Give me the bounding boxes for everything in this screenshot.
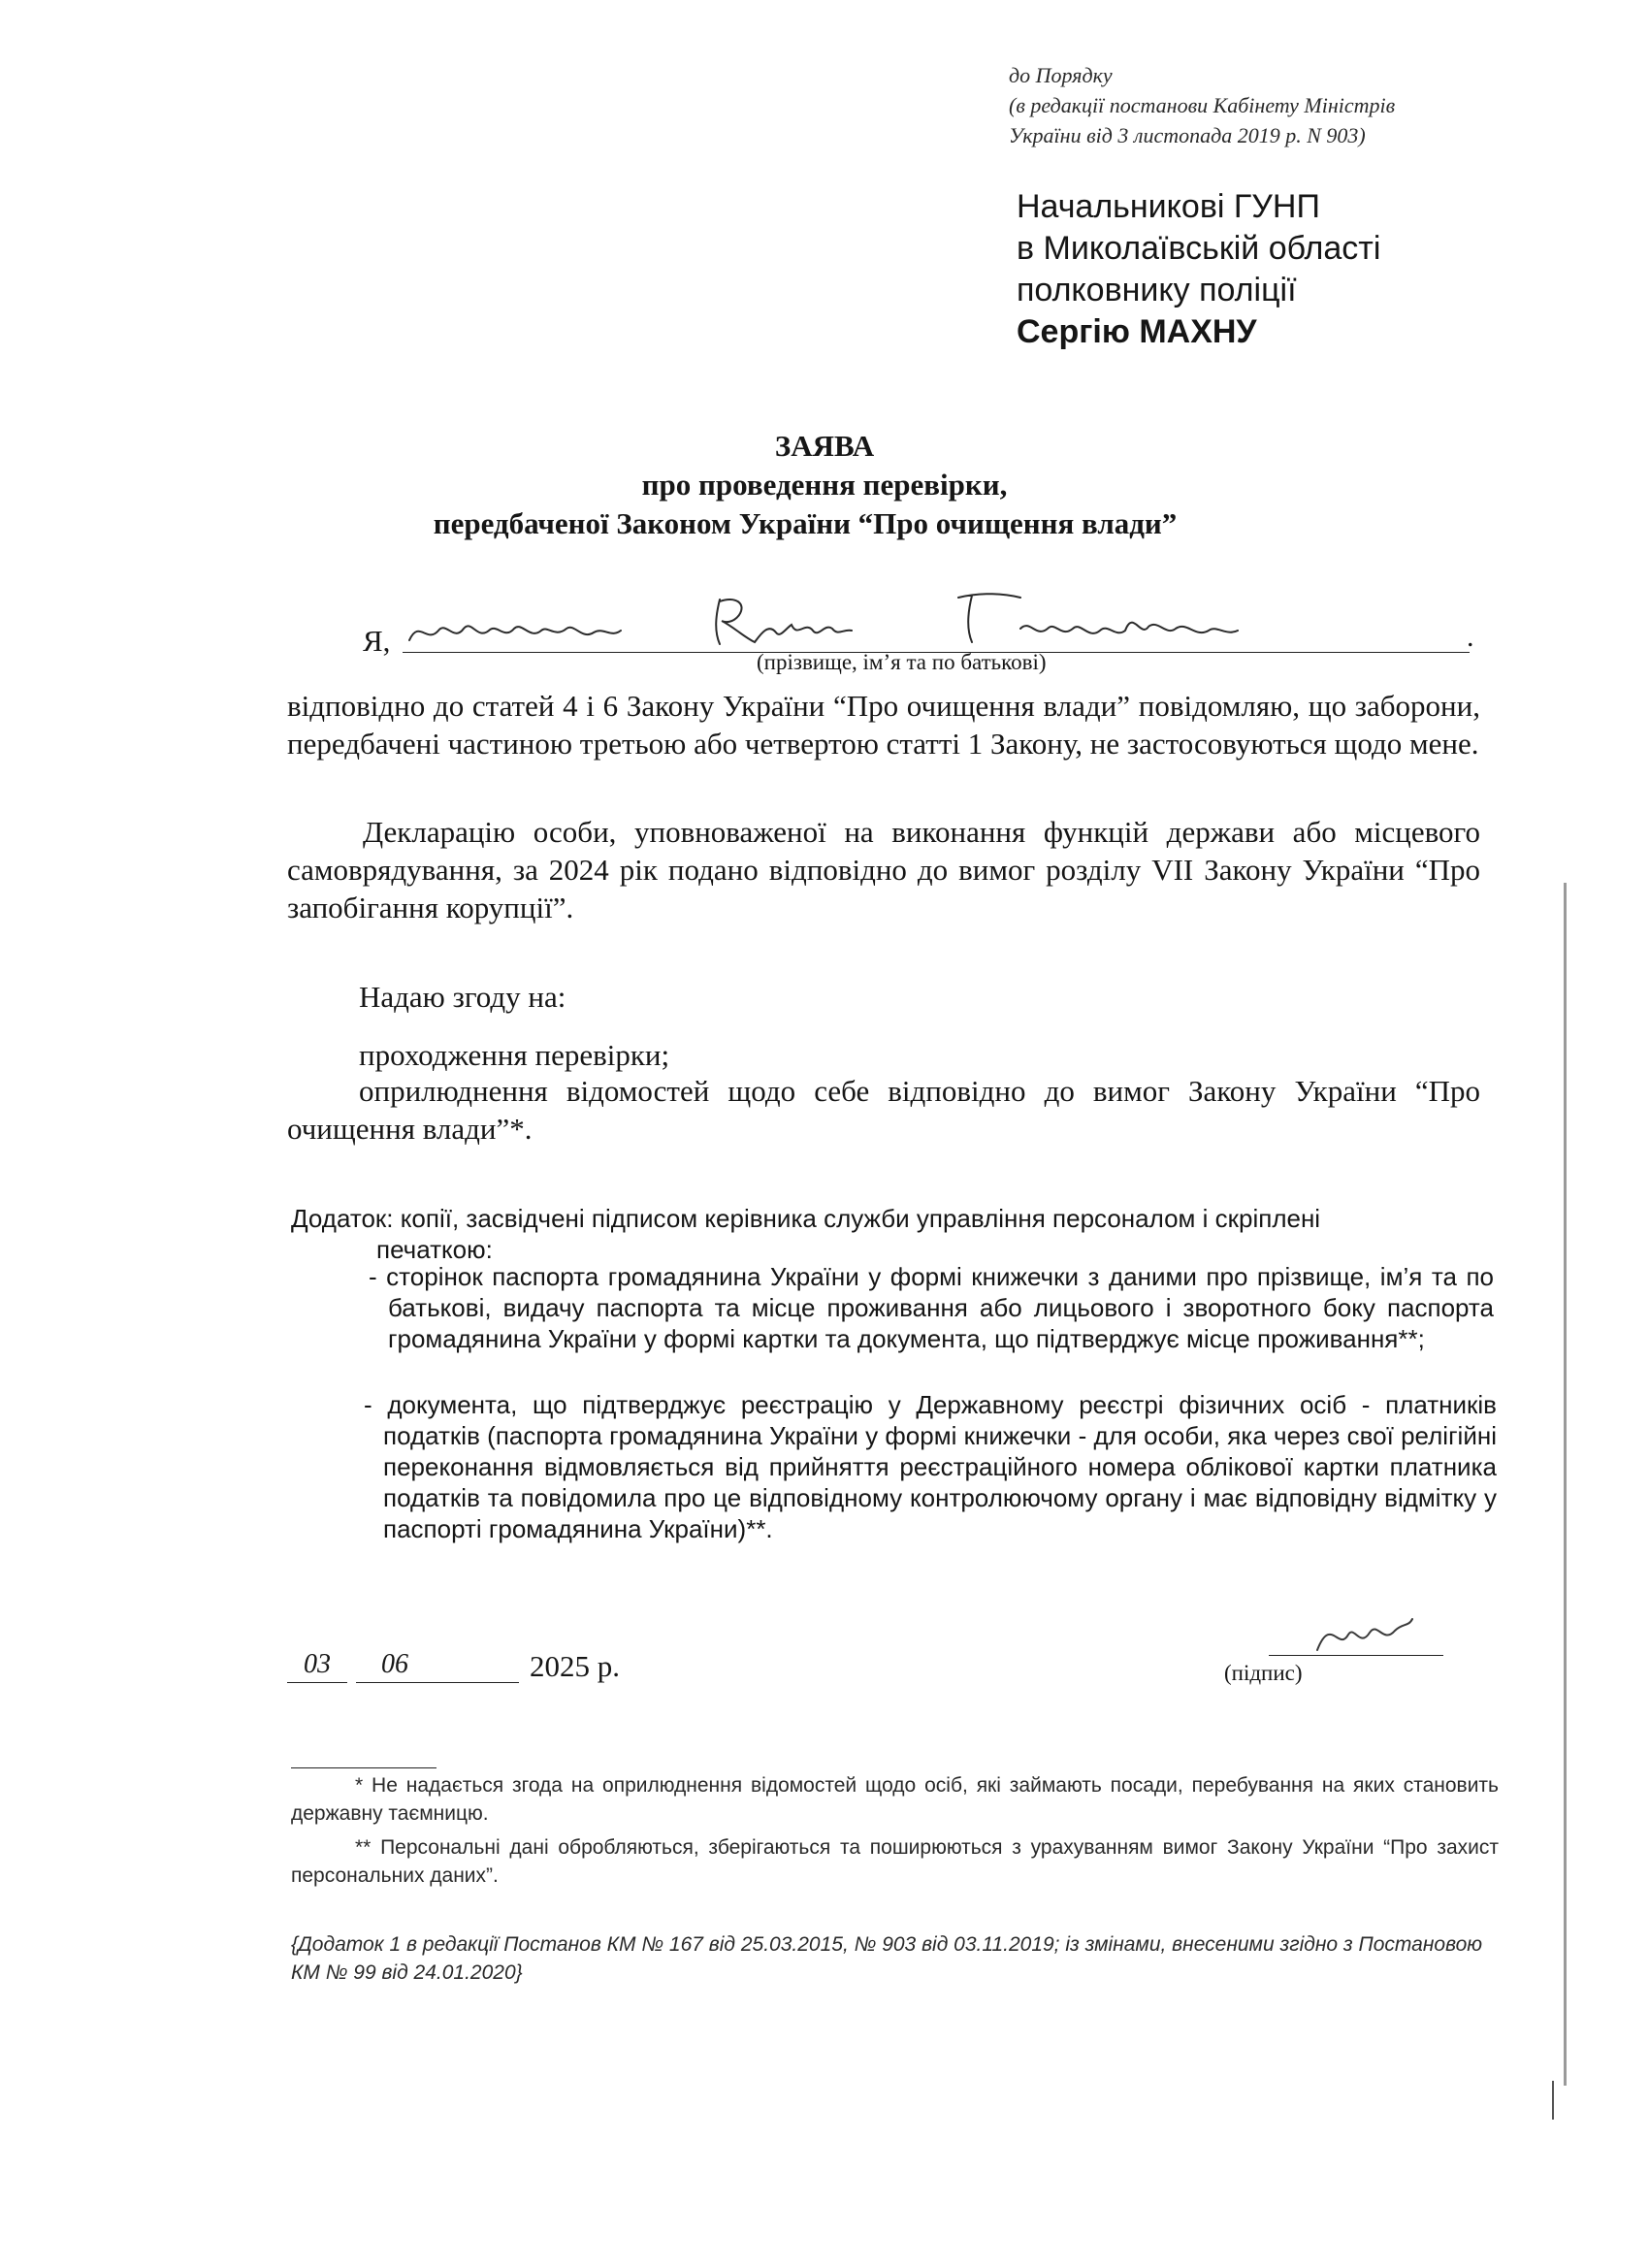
statement-paragraph: відповідно до статей 4 і 6 Закону України “Про очищення влади” повідомляю, що заборони, передбачені частиною третьою або четвертою статті 1 Закону, не застосовуються щодо мене.: [287, 689, 1480, 761]
form-reference-line: (в редакції постанови Кабінету Міністрів: [1009, 93, 1396, 117]
addressee-position: Начальникові ГУНП: [1017, 188, 1320, 225]
form-reference-line: до Порядку: [1009, 63, 1113, 87]
date-year: 2025 р.: [530, 1649, 620, 1683]
annex-intro-continuation: печаткою:: [376, 1235, 493, 1264]
footnote-state-secret: * Не надається згода на оприлюднення відомостей щодо осіб, які займають посади, перебування на яких становить державну таємницю.: [291, 1774, 1499, 1825]
annex-intro: [291, 1203, 1479, 1265]
signature-caption: (підпис): [1224, 1661, 1303, 1685]
date-month: 06: [356, 1649, 519, 1683]
title-main: ЗАЯВА: [774, 429, 875, 463]
document-title: [291, 427, 1358, 543]
addressee-region: в Миколаївській області: [1017, 230, 1381, 267]
scan-edge-line: [1564, 883, 1567, 2086]
consent-heading: Надаю згоду на:: [359, 980, 566, 1014]
footnote-personal-data: ** Персональні дані обробляються, зберігаються та поширюються з урахуванням вимог Закону України “Про захист персональних даних”.: [291, 1836, 1499, 1887]
form-reference-note: [1009, 60, 1610, 150]
title-subtitle: про проведення перевірки,: [641, 468, 1008, 502]
signature-line: [1269, 1655, 1443, 1656]
scan-edge-mark: [1552, 2081, 1554, 2120]
date-day: 03: [287, 1649, 347, 1683]
addressee-rank: полковнику поліції: [1017, 272, 1297, 308]
declaration-paragraph: Декларацію особи, уповноваженої на виконання функцій держави або місцевого самоврядування, за 2024 рік подано відповідно до вимог розділу VII Закону України “Про запобігання корупції”.: [287, 815, 1480, 924]
consent-item-publication: оприлюднення відомостей щодо себе відповідно до вимог Закону України “Про очищення влади”*.: [287, 1074, 1480, 1146]
name-prefix: Я,: [363, 624, 391, 658]
consent-item-check: проходження перевірки;: [359, 1038, 670, 1072]
footnote-separator: [291, 1767, 436, 1768]
annex-item-tax-registration: - документа, що підтверджує реєстрацію у Державному реєстрі фізичних осіб - платників податків (паспорта громадянина України у формі книжечки - для особи, яка через свої релігійні переконання відмовляється від прийняття реєстраційного номера облікової картки платника податків та повідомила про це відповідному контролюючому органу і має відповідну відмітку у паспорті громадянина України)**.: [364, 1390, 1497, 1543]
name-caption: (прізвище, ім’я та по батькові): [757, 650, 1047, 674]
handwritten-full-name: [400, 580, 1273, 658]
addressee-block: [1017, 186, 1380, 353]
addressee-name: Сергію МАХНУ: [1017, 313, 1257, 350]
annex-item-passport: - сторінок паспорта громадянина України у формі книжечки з даними про прізвище, ім’я та по батькові, видачу паспорта та місце проживання або лицьового і зворотного боку паспорта громадянина України у формі картки та документа, що підтверджує місце проживання**;: [369, 1262, 1494, 1353]
handwritten-signature: [1310, 1605, 1416, 1659]
amendment-history-note: {Додаток 1 в редакції Постанов КМ № 167 від 25.03.2015, № 903 від 03.11.2019; із змінами, внесеними згідно з Постановою КМ № 99 від 24.01.2020}: [291, 1933, 1483, 1984]
form-reference-line: України від 3 листопада 2019 р. N 903): [1009, 123, 1366, 147]
title-subtitle-law: передбаченої Законом України “Про очищення влади”: [433, 506, 1178, 540]
annex-intro-text: Додаток: копії, засвідчені підписом керівника служби управління персоналом і скріплені: [291, 1204, 1321, 1233]
name-line-end: .: [1467, 621, 1474, 653]
